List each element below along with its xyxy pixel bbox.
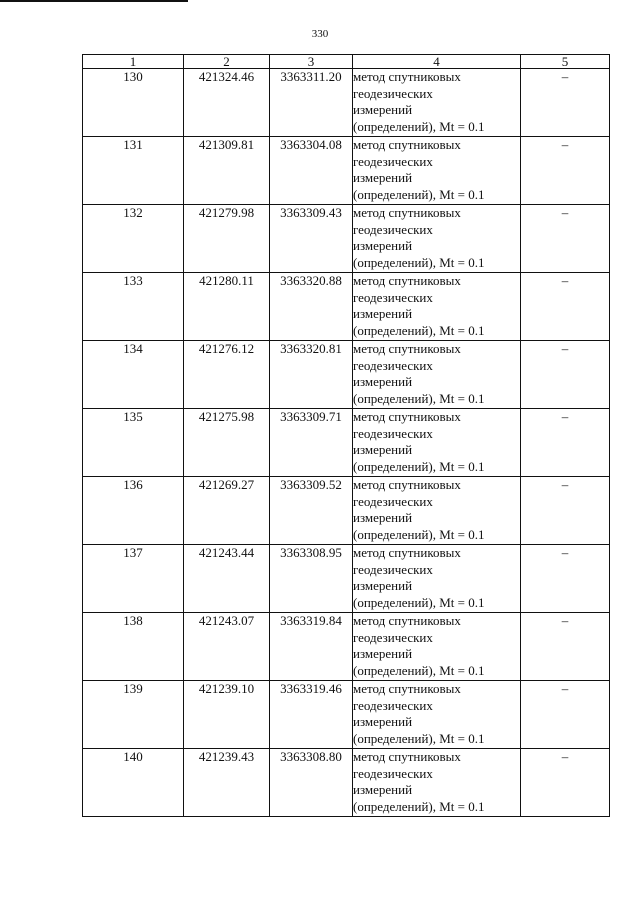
method-line: метод спутниковых (353, 749, 461, 764)
table-row (83, 409, 610, 477)
x-coordinate-cell: 421239.10 (184, 681, 270, 749)
method-line: измерений (353, 646, 413, 661)
method-line: геодезических (353, 765, 433, 781)
table-row (83, 69, 610, 137)
table-row (83, 545, 610, 613)
point-number-cell: 131 (83, 137, 184, 205)
point-number-cell: 138 (83, 613, 184, 681)
table-row (83, 749, 610, 817)
point-number-cell: 135 (83, 409, 184, 477)
method-cell (353, 477, 521, 545)
note-cell: – (521, 613, 610, 681)
method-line: измерений (353, 102, 413, 117)
method-cell (353, 341, 521, 409)
method-line: (определений), Mt = 0.1 (353, 254, 485, 270)
method-cell (353, 205, 521, 273)
y-coordinate-cell: 3363319.46 (270, 681, 353, 749)
y-coordinate-cell: 3363309.43 (270, 205, 353, 273)
note-cell: – (521, 205, 610, 273)
method-cell (353, 681, 521, 749)
method-line: (определений), Mt = 0.1 (353, 186, 485, 202)
method-line: геодезических (353, 289, 433, 305)
point-number-cell: 136 (83, 477, 184, 545)
coordinates-table (82, 54, 610, 817)
table-row (83, 137, 610, 205)
method-line: измерений (353, 782, 413, 797)
point-number-cell: 132 (83, 205, 184, 273)
method-line: измерений (353, 510, 413, 525)
method-line: геодезических (353, 221, 433, 237)
method-line: измерений (353, 374, 413, 389)
column-header-5: 5 (521, 55, 610, 69)
method-line: геодезических (353, 493, 433, 509)
x-coordinate-cell: 421269.27 (184, 477, 270, 545)
table-row (83, 205, 610, 273)
method-line: измерений (353, 170, 413, 185)
method-line: метод спутниковых (353, 137, 461, 152)
method-line: метод спутниковых (353, 69, 461, 84)
method-line: измерений (353, 714, 413, 729)
point-number-cell: 134 (83, 341, 184, 409)
column-header-3: 3 (270, 55, 353, 69)
table-row (83, 681, 610, 749)
table-row (83, 341, 610, 409)
method-line: метод спутниковых (353, 341, 461, 356)
column-header-2: 2 (184, 55, 270, 69)
table-body (83, 69, 610, 817)
column-header-4: 4 (353, 55, 521, 69)
note-cell: – (521, 69, 610, 137)
method-line: геодезических (353, 697, 433, 713)
method-line: метод спутниковых (353, 613, 461, 628)
note-cell: – (521, 273, 610, 341)
point-number-cell: 130 (83, 69, 184, 137)
point-number-cell: 137 (83, 545, 184, 613)
method-line: метод спутниковых (353, 409, 461, 424)
method-line: измерений (353, 578, 413, 593)
method-cell (353, 273, 521, 341)
method-line: метод спутниковых (353, 205, 461, 220)
y-coordinate-cell: 3363320.81 (270, 341, 353, 409)
method-cell (353, 69, 521, 137)
y-coordinate-cell: 3363308.80 (270, 749, 353, 817)
method-line: измерений (353, 442, 413, 457)
x-coordinate-cell: 421309.81 (184, 137, 270, 205)
table-row (83, 613, 610, 681)
point-number-cell: 133 (83, 273, 184, 341)
method-line: (определений), Mt = 0.1 (353, 322, 485, 338)
page-number: 330 (311, 28, 329, 40)
method-line: геодезических (353, 85, 433, 101)
method-line: (определений), Mt = 0.1 (353, 662, 485, 678)
x-coordinate-cell: 421243.07 (184, 613, 270, 681)
method-line: метод спутниковых (353, 273, 461, 288)
method-cell (353, 545, 521, 613)
method-line: (определений), Mt = 0.1 (353, 526, 485, 542)
method-line: геодезических (353, 357, 433, 373)
y-coordinate-cell: 3363308.95 (270, 545, 353, 613)
x-coordinate-cell: 421239.43 (184, 749, 270, 817)
top-rule (0, 0, 188, 2)
point-number-cell: 140 (83, 749, 184, 817)
method-line: (определений), Mt = 0.1 (353, 390, 485, 406)
note-cell: – (521, 341, 610, 409)
note-cell: – (521, 681, 610, 749)
note-cell: – (521, 477, 610, 545)
table-row (83, 477, 610, 545)
column-header-1: 1 (83, 55, 184, 69)
method-line: геодезических (353, 561, 433, 577)
y-coordinate-cell: 3363320.88 (270, 273, 353, 341)
method-line: геодезических (353, 629, 433, 645)
note-cell: – (521, 749, 610, 817)
table-header-row (83, 55, 610, 69)
x-coordinate-cell: 421324.46 (184, 69, 270, 137)
method-line: (определений), Mt = 0.1 (353, 730, 485, 746)
y-coordinate-cell: 3363304.08 (270, 137, 353, 205)
method-line: измерений (353, 306, 413, 321)
y-coordinate-cell: 3363309.71 (270, 409, 353, 477)
method-line: (определений), Mt = 0.1 (353, 594, 485, 610)
method-line: метод спутниковых (353, 477, 461, 492)
x-coordinate-cell: 421276.12 (184, 341, 270, 409)
method-cell (353, 749, 521, 817)
note-cell: – (521, 137, 610, 205)
y-coordinate-cell: 3363311.20 (270, 69, 353, 137)
method-line: геодезических (353, 425, 433, 441)
method-cell (353, 613, 521, 681)
method-cell (353, 409, 521, 477)
method-line: (определений), Mt = 0.1 (353, 458, 485, 474)
point-number-cell: 139 (83, 681, 184, 749)
method-cell (353, 137, 521, 205)
x-coordinate-cell: 421279.98 (184, 205, 270, 273)
method-line: метод спутниковых (353, 545, 461, 560)
y-coordinate-cell: 3363309.52 (270, 477, 353, 545)
x-coordinate-cell: 421275.98 (184, 409, 270, 477)
x-coordinate-cell: 421280.11 (184, 273, 270, 341)
method-line: (определений), Mt = 0.1 (353, 118, 485, 134)
method-line: (определений), Mt = 0.1 (353, 798, 485, 814)
method-line: измерений (353, 238, 413, 253)
method-line: метод спутниковых (353, 681, 461, 696)
note-cell: – (521, 409, 610, 477)
note-cell: – (521, 545, 610, 613)
table-row (83, 273, 610, 341)
method-line: геодезических (353, 153, 433, 169)
y-coordinate-cell: 3363319.84 (270, 613, 353, 681)
x-coordinate-cell: 421243.44 (184, 545, 270, 613)
